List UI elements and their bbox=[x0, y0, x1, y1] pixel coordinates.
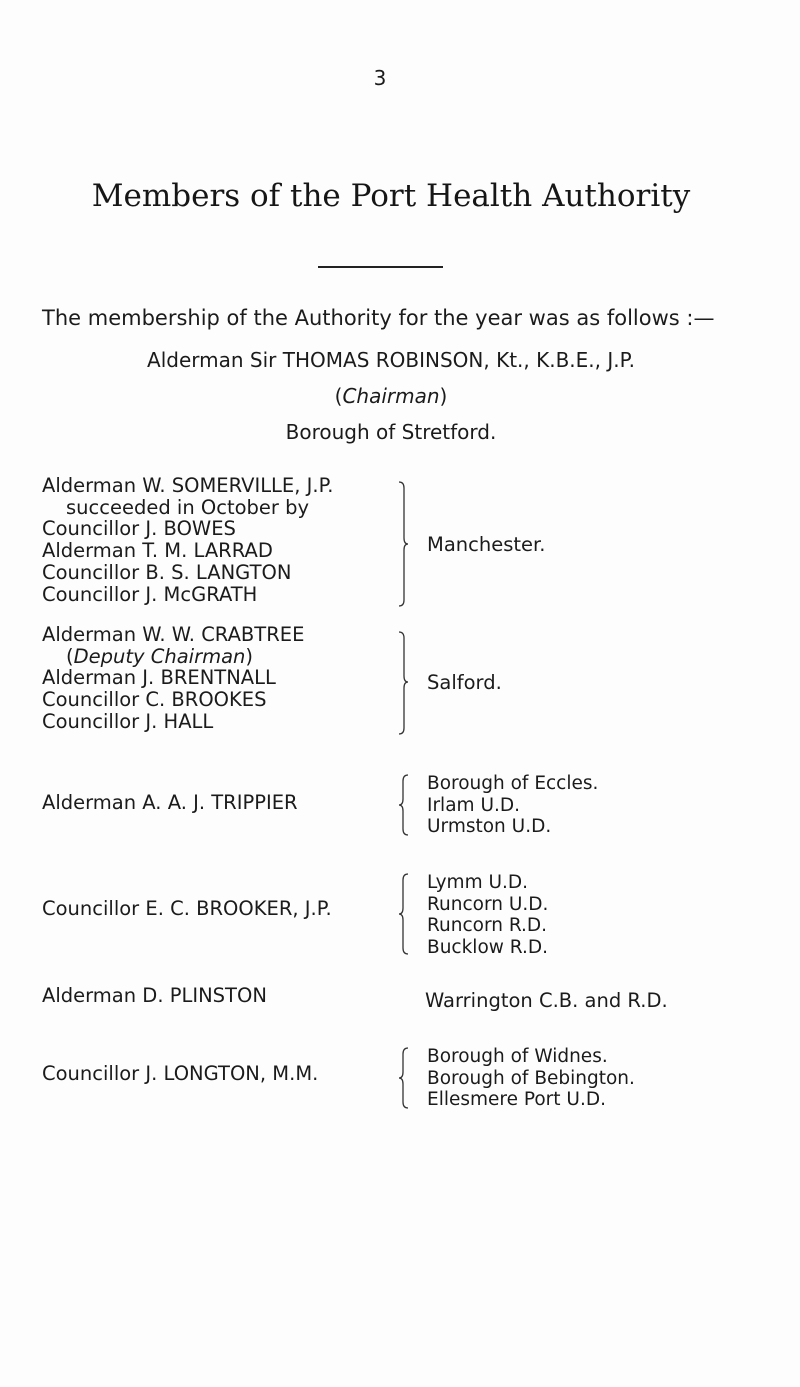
member-name: Alderman T. M. LARRAD bbox=[42, 539, 273, 563]
district-item: Runcorn U.D. bbox=[427, 893, 549, 915]
member-name: Councillor C. BROOKES bbox=[42, 688, 267, 712]
member-name: Alderman J. BRENTNALL bbox=[42, 666, 276, 690]
title-divider bbox=[318, 266, 443, 268]
member-name: Councillor B. S. LANGTON bbox=[42, 560, 292, 584]
member-role: Deputy Chairman bbox=[73, 644, 246, 668]
member-group-manchester bbox=[42, 475, 334, 605]
member-role-line: (Deputy Chairman) bbox=[66, 644, 254, 668]
district-manchester: Manchester. bbox=[427, 533, 546, 556]
district-warrington: Warrington C.B. and R.D. bbox=[425, 989, 668, 1012]
district-item: Irlam U.D. bbox=[427, 794, 520, 816]
district-item: Lymm U.D. bbox=[427, 872, 529, 893]
member-group-plinston bbox=[42, 985, 267, 1007]
left-brace-icon bbox=[396, 773, 410, 837]
district-item: Runcorn R.D. bbox=[427, 915, 548, 937]
chairman-name: Alderman Sir THOMAS ROBINSON, Kt., K.B.E., J.P. bbox=[147, 348, 635, 372]
district-item: Bucklow R.D. bbox=[427, 937, 548, 959]
member-note: succeeded in October by bbox=[66, 495, 310, 519]
right-brace-icon bbox=[397, 480, 411, 608]
member-group-brooker bbox=[42, 898, 332, 920]
chairman-district: Borough of Stretford. bbox=[285, 420, 497, 444]
district-list bbox=[427, 773, 598, 838]
chairman-role: Chairman bbox=[342, 384, 440, 408]
intro-text: The membership of the Authority for the year was as follows :— bbox=[42, 306, 715, 330]
district-item: Borough of Bebington. bbox=[427, 1067, 635, 1089]
member-name: Alderman W. SOMERVILLE, J.P. bbox=[42, 474, 334, 497]
right-brace-icon bbox=[397, 630, 411, 736]
member-name: Councillor J. LONGTON, M.M. bbox=[42, 1062, 319, 1085]
left-brace-icon bbox=[396, 1046, 410, 1110]
district-item: Ellesmere Port U.D. bbox=[427, 1089, 606, 1111]
district-item: Borough of Widnes. bbox=[427, 1046, 608, 1067]
district-salford: Salford. bbox=[427, 671, 502, 694]
page-number: 3 bbox=[373, 66, 387, 90]
member-name: Councillor J. McGRATH bbox=[42, 582, 258, 606]
member-group-salford bbox=[42, 624, 304, 733]
member-name: Councillor E. C. BROOKER, J.P. bbox=[42, 897, 332, 920]
member-name: Councillor J. HALL bbox=[42, 709, 214, 733]
district-item: Borough of Eccles. bbox=[427, 773, 599, 794]
left-brace-icon bbox=[396, 872, 410, 956]
member-group-trippier bbox=[42, 792, 298, 814]
page-title: Members of the Port Health Authority bbox=[91, 178, 691, 214]
district-item: Urmston U.D. bbox=[427, 816, 552, 838]
district-list bbox=[427, 872, 548, 959]
member-name: Alderman W. W. CRABTREE bbox=[42, 623, 305, 646]
chairman-role-line: (Chairman) bbox=[334, 384, 448, 408]
member-name: Alderman D. PLINSTON bbox=[42, 984, 267, 1007]
member-group-longton bbox=[42, 1063, 318, 1085]
member-name: Alderman A. A. J. TRIPPIER bbox=[42, 791, 298, 814]
district-list bbox=[427, 1046, 635, 1111]
member-name: Councillor J. BOWES bbox=[42, 517, 236, 541]
